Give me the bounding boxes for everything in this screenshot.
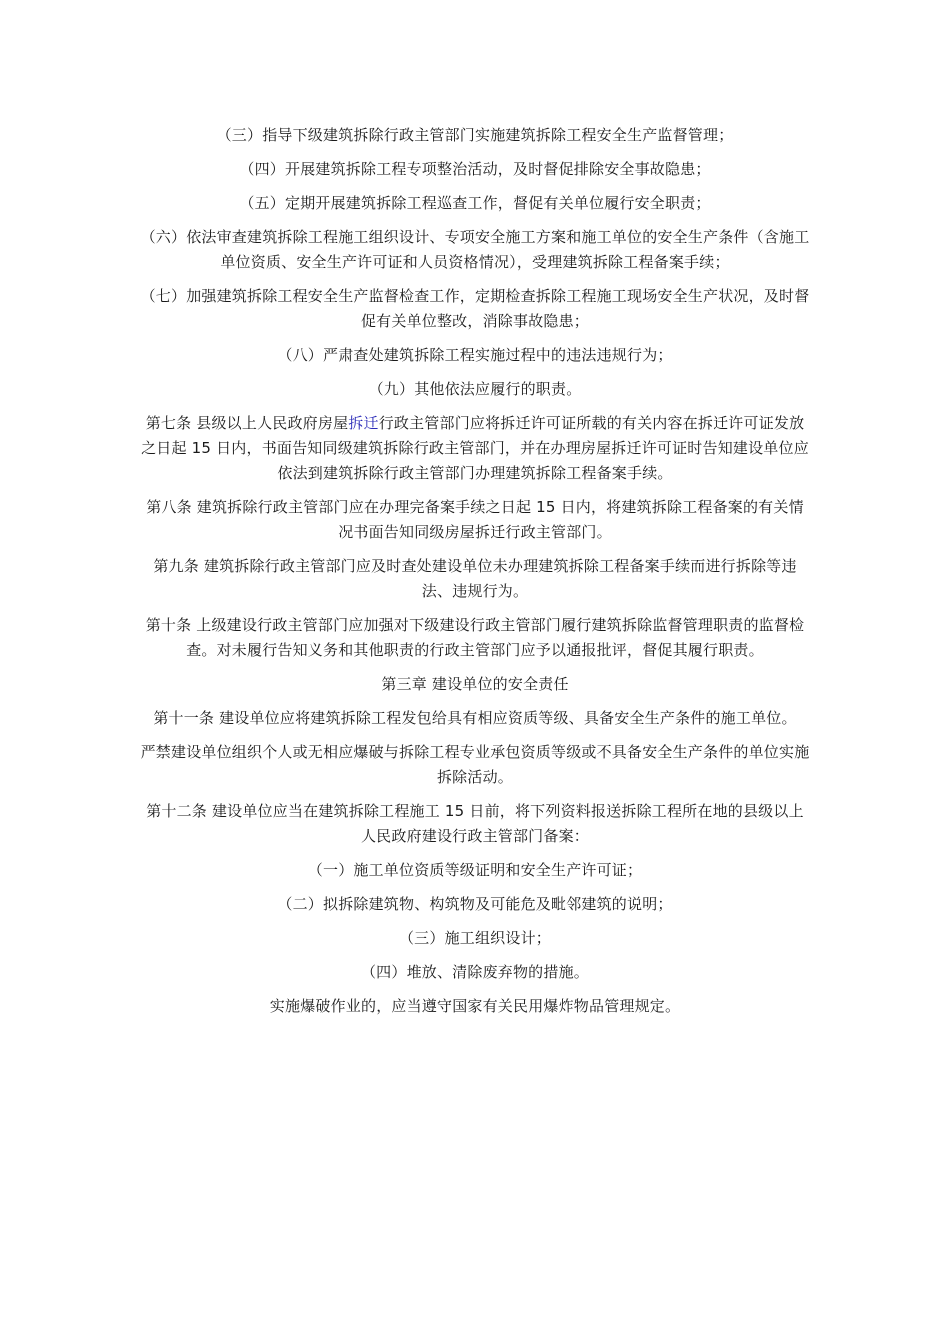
article-10: 第十条 上级建设行政主管部门应加强对下级建设行政主管部门履行建筑拆除监督管理职责的监督检查。对未履行告知义务和其他职责的行政主管部门应予以通报批评，督促其履行职责。: [145, 616, 805, 659]
article-12-item-4: （四）堆放、清除废弃物的措施。: [360, 963, 589, 981]
paragraph-item-9: （九）其他依法应履行的职责。: [368, 380, 582, 398]
article-12-item-1: （一）施工单位资质等级证明和安全生产许可证；: [307, 861, 643, 879]
paragraph-item-8: （八）严肃查处建筑拆除工程实施过程中的违法违规行为；: [277, 346, 673, 364]
document-body: [140, 123, 810, 1028]
article-11-prohibition: 严禁建设单位组织个人或无相应爆破与拆除工程专业承包资质等级或不具备安全生产条件的单位实施拆除活动。: [140, 743, 810, 786]
article-9: 第九条 建筑拆除行政主管部门应及时查处建设单位未办理建筑拆除工程备案手续而进行拆除等违法、违规行为。: [153, 557, 797, 600]
article-12-item-2: （二）拟拆除建筑物、构筑物及可能危及毗邻建筑的说明；: [277, 895, 673, 913]
blasting-note: 实施爆破作业的，应当遵守国家有关民用爆炸物品管理规定。: [269, 997, 681, 1015]
chapter-3-heading: 第三章 建设单位的安全责任: [381, 675, 569, 693]
article-7-text-after: 行政主管部门应将拆迁许可证所载的有关内容在拆迁许可证发放之日起 15 日内，书面告知同级建筑拆除行政主管部门，并在办理房屋拆迁许可证时告知建设单位应依法到建筑拆除行政主管部门办理建筑拆除工程备案手续。: [141, 414, 809, 482]
paragraph-item-5: （五）定期开展建筑拆除工程巡查工作，督促有关单位履行安全职责；: [239, 194, 711, 212]
article-11: 第十一条 建设单位应将建筑拆除工程发包给具有相应资质等级、具备安全生产条件的施工单位。: [153, 709, 797, 727]
demolition-link[interactable]: 拆迁: [348, 414, 379, 432]
paragraph-item-4: （四）开展建筑拆除工程专项整治活动，及时督促排除安全事故隐患；: [239, 160, 711, 178]
article-8: 第八条 建筑拆除行政主管部门应在办理完备案手续之日起 15 日内，将建筑拆除工程备案的有关情况书面告知同级房屋拆迁行政主管部门。: [146, 498, 804, 541]
paragraph-item-7: （七）加强建筑拆除工程安全生产监督检查工作，定期检查拆除工程施工现场安全生产状况，及时督促有关单位整改，消除事故隐患；: [140, 287, 810, 330]
paragraph-item-3: （三）指导下级建筑拆除行政主管部门实施建筑拆除工程安全生产监督管理；: [216, 126, 734, 144]
article-7-text-before: 第七条 县级以上人民政府房屋: [145, 414, 349, 432]
article-12: 第十二条 建设单位应当在建筑拆除工程施工 15 日前，将下列资料报送拆除工程所在地的县级以上人民政府建设行政主管部门备案：: [146, 802, 804, 845]
article-12-item-3: （三）施工组织设计；: [398, 929, 551, 947]
article-7: [140, 411, 810, 486]
paragraph-item-6: （六）依法审查建筑拆除工程施工组织设计、专项安全施工方案和施工单位的安全生产条件（含施工单位资质、安全生产许可证和人员资格情况），受理建筑拆除工程备案手续；: [140, 228, 810, 271]
